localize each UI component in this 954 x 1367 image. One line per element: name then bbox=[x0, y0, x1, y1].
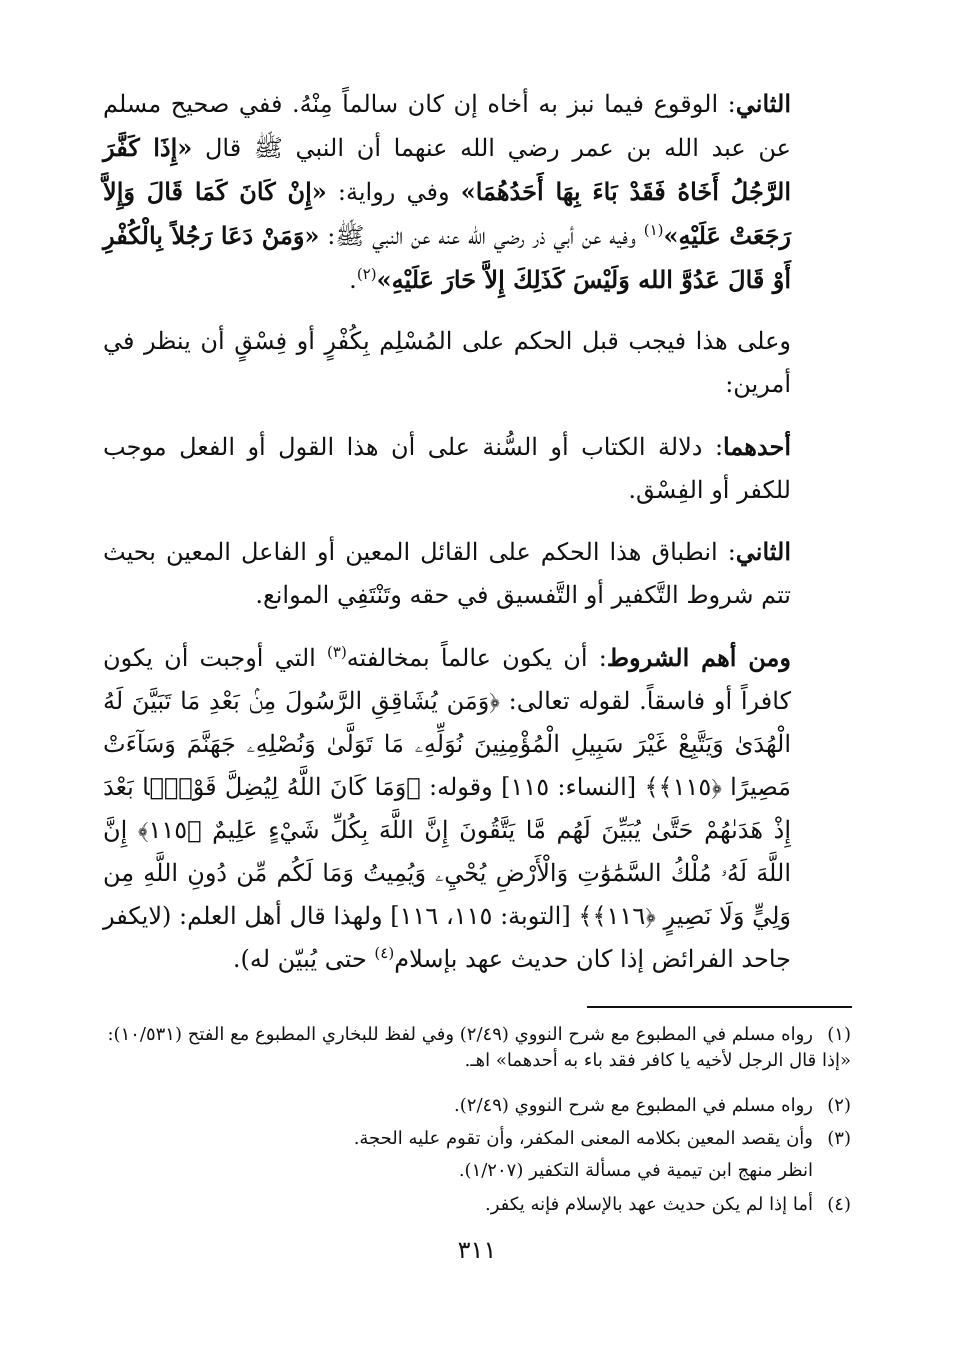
paragraph-two-matters bbox=[103, 320, 791, 406]
footnote-number: (٢) bbox=[827, 1095, 851, 1116]
footnote-ref: (٢) bbox=[356, 265, 377, 283]
footnote-number: (١) bbox=[827, 1024, 851, 1045]
footnote-ref: (١) bbox=[643, 221, 664, 239]
citation: [النساء: ١١٥] وقوله: bbox=[420, 773, 645, 801]
paragraph-text: التي أوجبت أن يكون كافراً أو فاسقاً. لقوله تعالى: bbox=[103, 644, 791, 715]
footnote-number: (٤) bbox=[827, 1194, 851, 1215]
paragraph-first-matter bbox=[103, 425, 791, 512]
footnote-ref: (٣) bbox=[327, 643, 347, 661]
footnote-3 bbox=[103, 1126, 851, 1152]
paragraph-second-matter bbox=[103, 530, 791, 617]
paragraph-text: وعلى هذا فيجب قبل الحكم على المُسْلِم بِكُفْرٍ أو فِسْقٍ أن ينظر في أمرين: bbox=[103, 327, 791, 398]
paragraph-text: : أن يكون عالماً بمخالفته bbox=[346, 644, 607, 672]
paragraph-label: أحدهما bbox=[723, 432, 791, 461]
paragraph-text: : الوقوع فيما نبز به أخاه إن كان سالماً مِنْهُ. ففي صحيح مسلم عن عبد الله بن عمر رضي الله عنهما أن النبي ﷺ قال bbox=[103, 90, 792, 162]
footnote-number: (٣) bbox=[827, 1128, 851, 1149]
citation: [التوبة: ١١٥، ١١٦] ولهذا قال أهل العلم: (لايكفر جاحد الفرائض إذا كان حديث عهد بإسلام bbox=[103, 902, 791, 973]
page-number: ٣١١ bbox=[457, 1236, 497, 1264]
footnote-3-continuation bbox=[103, 1158, 813, 1184]
quran-verse: ﴿وَمَن يُشَاقِقِ الرَّسُولَ مِنۢ بَعْدِ مَا تَبَيَّنَ لَهُ الْهُدَىٰ وَيَتَّبِعْ غَيْرَ سَبِيلِ الْمُؤْمِنِينَ نُوَلِّهِۦ مَا تَوَلَّىٰ وَنُصْلِهِۦ جَهَنَّمَ وَسَآءَتْ مَصِيرًا ﴿١١٥﴾﴾ bbox=[103, 687, 792, 801]
footnote-1 bbox=[103, 1022, 851, 1074]
paragraph-text: وفي رواية: bbox=[326, 178, 461, 206]
quran-verse: ﴿وَمَا كَانَ اللَّهُ لِيُضِلَّ قَوْمًۢا بَعْدَ إِذْ هَدَىٰهُمْ حَتَّىٰ يُبَيِّنَ لَهُم مَّا يَتَّقُونَ إِنَّ اللَّهَ بِكُلِّ شَيْءٍ عَلِيمٌ ﴿١١٥﴾ إِنَّ اللَّهَ لَهُۥ مُلْكُ السَّمَٰوَٰتِ وَالْأَرْضِ يُحْيِۦ وَيُمِيتُ وَمَا لَكُم مِّن دُونِ اللَّهِ مِن وَلِيٍّ وَلَا نَصِيرٍ ﴿١١٦﴾﴾ bbox=[103, 773, 792, 930]
paragraph-text: : انطباق هذا الحكم على القائل المعين أو الفاعل المعين بحيث تتم شروط التَّكفير أو التَّفسيق في حقه وتَنْتَفِي الموانع. bbox=[103, 538, 791, 609]
paragraph-text: وفيه عن أبي ذر رضي الله عنه عن النبي ﷺ: bbox=[319, 222, 644, 250]
paragraph-end: . bbox=[349, 266, 357, 294]
hadith-quote: «إِذَا كَفَّرَ الرَّجُلُ أَخَاهُ فَقَدْ بَاءَ بِهَا أَحَدُهُمَا» bbox=[103, 133, 791, 206]
paragraph-text: : دلالة الكتاب أو السُّنة على أن هذا القول أو الفعل موجب للكفر أو الفِسْق. bbox=[103, 433, 791, 504]
hadith-quote: «إِنْ كَانَ كَمَا قَالَ وَإِلاَّ رَجَعَتْ عَلَيْهِ» bbox=[103, 177, 791, 250]
footnote-text: انظر منهج ابن تيمية في مسألة التكفير (١/٢٠٧). bbox=[458, 1160, 813, 1181]
footnote-text: رواه مسلم في المطبوع مع شرح النووي (٢/٤٩). bbox=[454, 1095, 813, 1116]
footnote-text: وأن يقصد المعين بكلامه المعنى المكفر، وأن تقوم عليه الحجة. bbox=[353, 1128, 813, 1149]
paragraph-text: حتى يُبيّن له). bbox=[232, 945, 375, 973]
paragraph-label: الثاني bbox=[735, 537, 791, 566]
paragraph-conditions bbox=[103, 636, 791, 981]
paragraph-label: الثاني bbox=[735, 89, 791, 118]
footnote-text: رواه مسلم في المطبوع مع شرح النووي (٢/٤٩) وفي لفظ للبخاري المطبوع مع الفتح (١٠/٥٣١): «إذا قال الرجل لأخيه يا كافر فقد باء به أحدهما» اهـ. bbox=[107, 1024, 851, 1071]
footnote-2 bbox=[103, 1093, 851, 1119]
paragraph-second-error bbox=[103, 82, 791, 302]
paragraph-label: ومن أهم الشروط bbox=[606, 643, 792, 672]
hadith-quote: «وَمَنْ دَعَا رَجُلاً بِالْكُفْرِ أَوْ قَالَ عَدُوَّ الله وَلَيْسَ كَذَلِكَ إِلاَّ حَارَ عَلَيْهِ» bbox=[103, 221, 791, 294]
footnote-4 bbox=[103, 1192, 851, 1218]
footnote-ref: (٤) bbox=[374, 944, 395, 962]
footnote-divider bbox=[587, 1006, 852, 1008]
footnote-text: أما إذا لم يكن حديث عهد بالإسلام فإنه يكفر. bbox=[485, 1194, 813, 1215]
